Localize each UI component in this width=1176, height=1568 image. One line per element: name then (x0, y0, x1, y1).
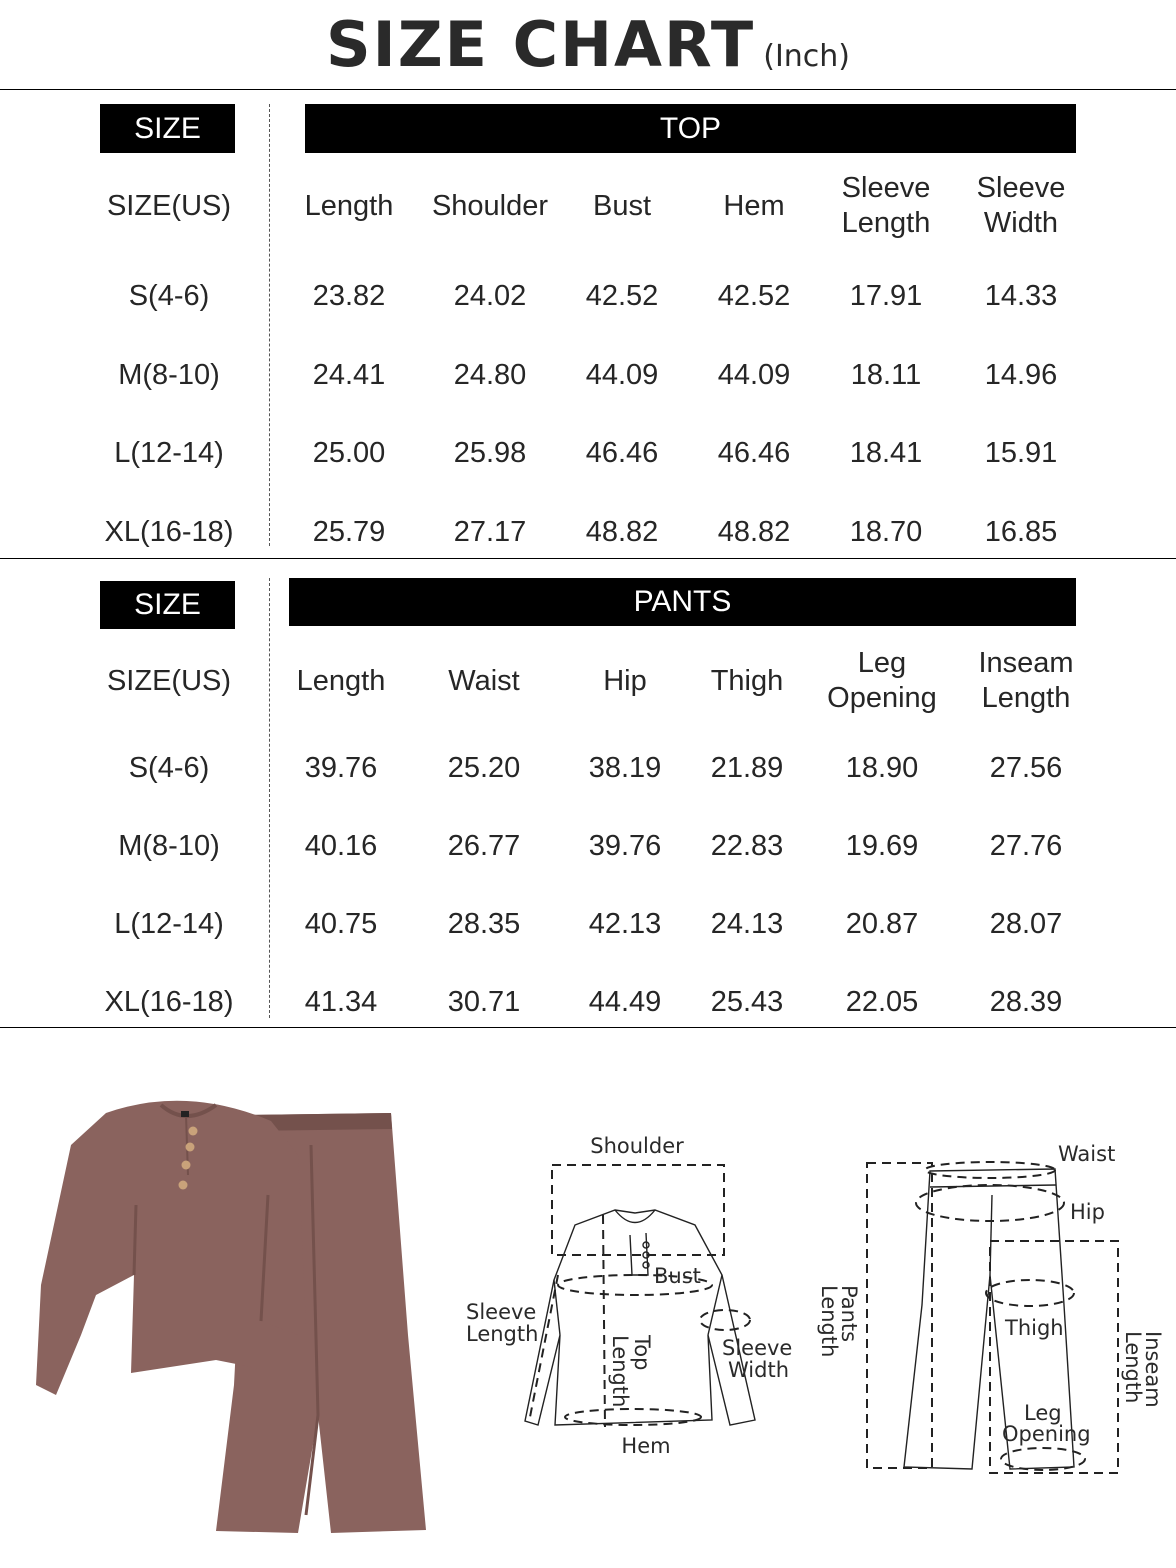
pants_table-value-1-2: 39.76 (588, 829, 662, 862)
pants_table-value-1-0: 40.16 (304, 829, 378, 862)
sleeve-width-label-line1: Sleeve (722, 1336, 793, 1360)
top_table-col-header-2: Bust (592, 189, 652, 222)
pants_table-col-header-1: Waist (448, 664, 520, 697)
pants-length-label-line1: Pants (837, 1285, 861, 1343)
pants_table-value-3-4: 22.05 (845, 985, 919, 1018)
page-title (0, 8, 1176, 80)
top-table-separator (269, 104, 270, 546)
top_table-value-1-0: 24.41 (312, 358, 386, 391)
pants_table-size-cell-2: L(12-14) (114, 907, 224, 940)
top-size-header: SIZE (100, 104, 235, 153)
pants_table-value-2-5: 28.07 (989, 907, 1063, 940)
pants-section-header: PANTS (289, 578, 1076, 626)
pants_table-col-header-3: Thigh (710, 664, 784, 697)
pants_table-value-2-1: 28.35 (447, 907, 521, 940)
pants_table-value-0-2: 38.19 (588, 751, 662, 784)
leg-opening-label-line2: Opening (1002, 1422, 1091, 1446)
sleeve-width-label-line2: Width (728, 1358, 790, 1382)
pants_table-value-3-0: 41.34 (304, 985, 378, 1018)
pants_table-value-3-2: 44.49 (588, 985, 662, 1018)
pants_table-value-1-3: 22.83 (710, 829, 784, 862)
pants_table-size-cell-0: S(4-6) (128, 751, 210, 784)
top_table-value-3-3: 48.82 (717, 515, 791, 548)
inseam-length-label-line2: Length (1121, 1331, 1145, 1404)
hip-label: Hip (1070, 1200, 1105, 1224)
leg-opening-label-line1: Leg (1024, 1401, 1062, 1425)
pants_table-value-1-5: 27.76 (989, 829, 1063, 862)
top_table-value-1-2: 44.09 (585, 358, 659, 391)
button-icon (182, 1161, 191, 1170)
top_table-col-header-0: Length (304, 189, 394, 222)
pants_table-value-3-1: 30.71 (447, 985, 521, 1018)
top_table-value-3-1: 27.17 (453, 515, 527, 548)
top_table-value-2-4: 18.41 (849, 436, 923, 469)
title-text: SIZE CHART (325, 8, 756, 81)
top_table-value-1-5: 14.96 (984, 358, 1058, 391)
top_table-col-header-5-line2: Width (983, 207, 1059, 239)
top_table-value-1-1: 24.80 (453, 358, 527, 391)
top_table-value-2-5: 15.91 (984, 436, 1058, 469)
top_table-size-cell-0: S(4-6) (128, 279, 210, 312)
pants-length-label-line2: Length (817, 1285, 841, 1358)
unit-label: (Inch) (763, 39, 851, 74)
pants_table-value-2-0: 40.75 (304, 907, 378, 940)
top-length-label-line1: Top (630, 1335, 654, 1371)
divider-middle (0, 558, 1176, 559)
pants_table-col-header-4-line1: Leg (857, 647, 907, 680)
top_table-value-2-0: 25.00 (312, 436, 386, 469)
button-icon (189, 1127, 198, 1136)
top_table-row-header: SIZE(US) (106, 189, 232, 222)
pants_table-col-header-2: Hip (603, 664, 647, 697)
button-icon (179, 1181, 188, 1190)
pants_table-value-2-4: 20.87 (845, 907, 919, 940)
top_table-size-cell-2: L(12-14) (114, 436, 224, 469)
top_table-value-2-3: 46.46 (717, 436, 791, 469)
top_table-value-2-1: 25.98 (453, 436, 527, 469)
pants_table-value-2-3: 24.13 (710, 907, 784, 940)
top_table-col-header-4-line1: Sleeve (841, 172, 931, 205)
pants-size-header: SIZE (100, 581, 235, 629)
top_table-value-3-0: 25.79 (312, 515, 386, 548)
pants_table-col-header-5-line2: Length (981, 682, 1071, 714)
pants_table-col-header-5 (956, 640, 1096, 722)
pants_table-value-2-2: 42.13 (588, 907, 662, 940)
top_table-value-0-0: 23.82 (312, 279, 386, 312)
top-length-label-line2: Length (608, 1335, 632, 1408)
divider-top (0, 89, 1176, 90)
top_table-col-header-4 (816, 166, 956, 246)
top_table-col-header-4-line2: Length (841, 207, 931, 239)
pants_table-value-0-1: 25.20 (447, 751, 521, 784)
pants_table-value-3-5: 28.39 (989, 985, 1063, 1018)
shoulder-label: Shoulder (590, 1134, 684, 1158)
pants_table-size-cell-1: M(8-10) (118, 829, 220, 862)
inseam-length-label-line1: Inseam (1141, 1331, 1165, 1408)
thigh-label: Thigh (1005, 1316, 1064, 1340)
top_table-value-2-2: 46.46 (585, 436, 659, 469)
pants_table-col-header-5-line1: Inseam (978, 647, 1074, 680)
top_table-value-1-3: 44.09 (717, 358, 791, 391)
sleeve-length-label-line1: Sleeve (466, 1300, 537, 1324)
top_table-value-0-4: 17.91 (849, 279, 923, 312)
top_table-value-3-5: 16.85 (984, 515, 1058, 548)
pants_table-value-1-1: 26.77 (447, 829, 521, 862)
pants_table-value-0-0: 39.76 (304, 751, 378, 784)
pants_table-row-header: SIZE(US) (106, 664, 232, 697)
top_table-value-0-1: 24.02 (453, 279, 527, 312)
bust-label: Bust (654, 1264, 701, 1288)
pants_table-value-0-3: 21.89 (710, 751, 784, 784)
pants_table-value-0-4: 18.90 (845, 751, 919, 784)
pants-measurement-diagram (812, 1135, 1176, 1485)
pants-table-separator (269, 578, 270, 1018)
pants_table-size-cell-3: XL(16-18) (104, 985, 234, 1018)
product-photo (36, 1085, 436, 1545)
top_table-col-header-1: Shoulder (431, 189, 549, 222)
top_table-value-0-3: 42.52 (717, 279, 791, 312)
pants_table-value-1-4: 19.69 (845, 829, 919, 862)
hem-label: Hem (621, 1434, 671, 1458)
top_table-value-1-4: 18.11 (850, 358, 922, 391)
top_table-size-cell-3: XL(16-18) (104, 515, 234, 548)
button-icon (186, 1143, 195, 1152)
top_table-value-3-4: 18.70 (849, 515, 923, 548)
top_table-col-header-5-line1: Sleeve (976, 172, 1066, 205)
pants_table-col-header-4-line2: Opening (827, 682, 937, 714)
pants_table-col-header-4 (812, 640, 952, 722)
top-section-header: TOP (305, 104, 1076, 153)
pants_table-value-3-3: 25.43 (710, 985, 784, 1018)
top_table-col-header-5 (951, 166, 1091, 246)
top_table-value-0-5: 14.33 (984, 279, 1058, 312)
waist-label: Waist (1058, 1142, 1116, 1166)
pants_table-col-header-0: Length (296, 664, 386, 697)
top_table-value-3-2: 48.82 (585, 515, 659, 548)
divider-bottom (0, 1027, 1176, 1028)
pants_table-value-0-5: 27.56 (989, 751, 1063, 784)
top-measurement-diagram (460, 1125, 810, 1465)
top_table-col-header-3: Hem (723, 189, 785, 222)
top_table-size-cell-1: M(8-10) (118, 358, 220, 391)
top_table-value-0-2: 42.52 (585, 279, 659, 312)
sleeve-length-label-line2: Length (466, 1322, 539, 1346)
